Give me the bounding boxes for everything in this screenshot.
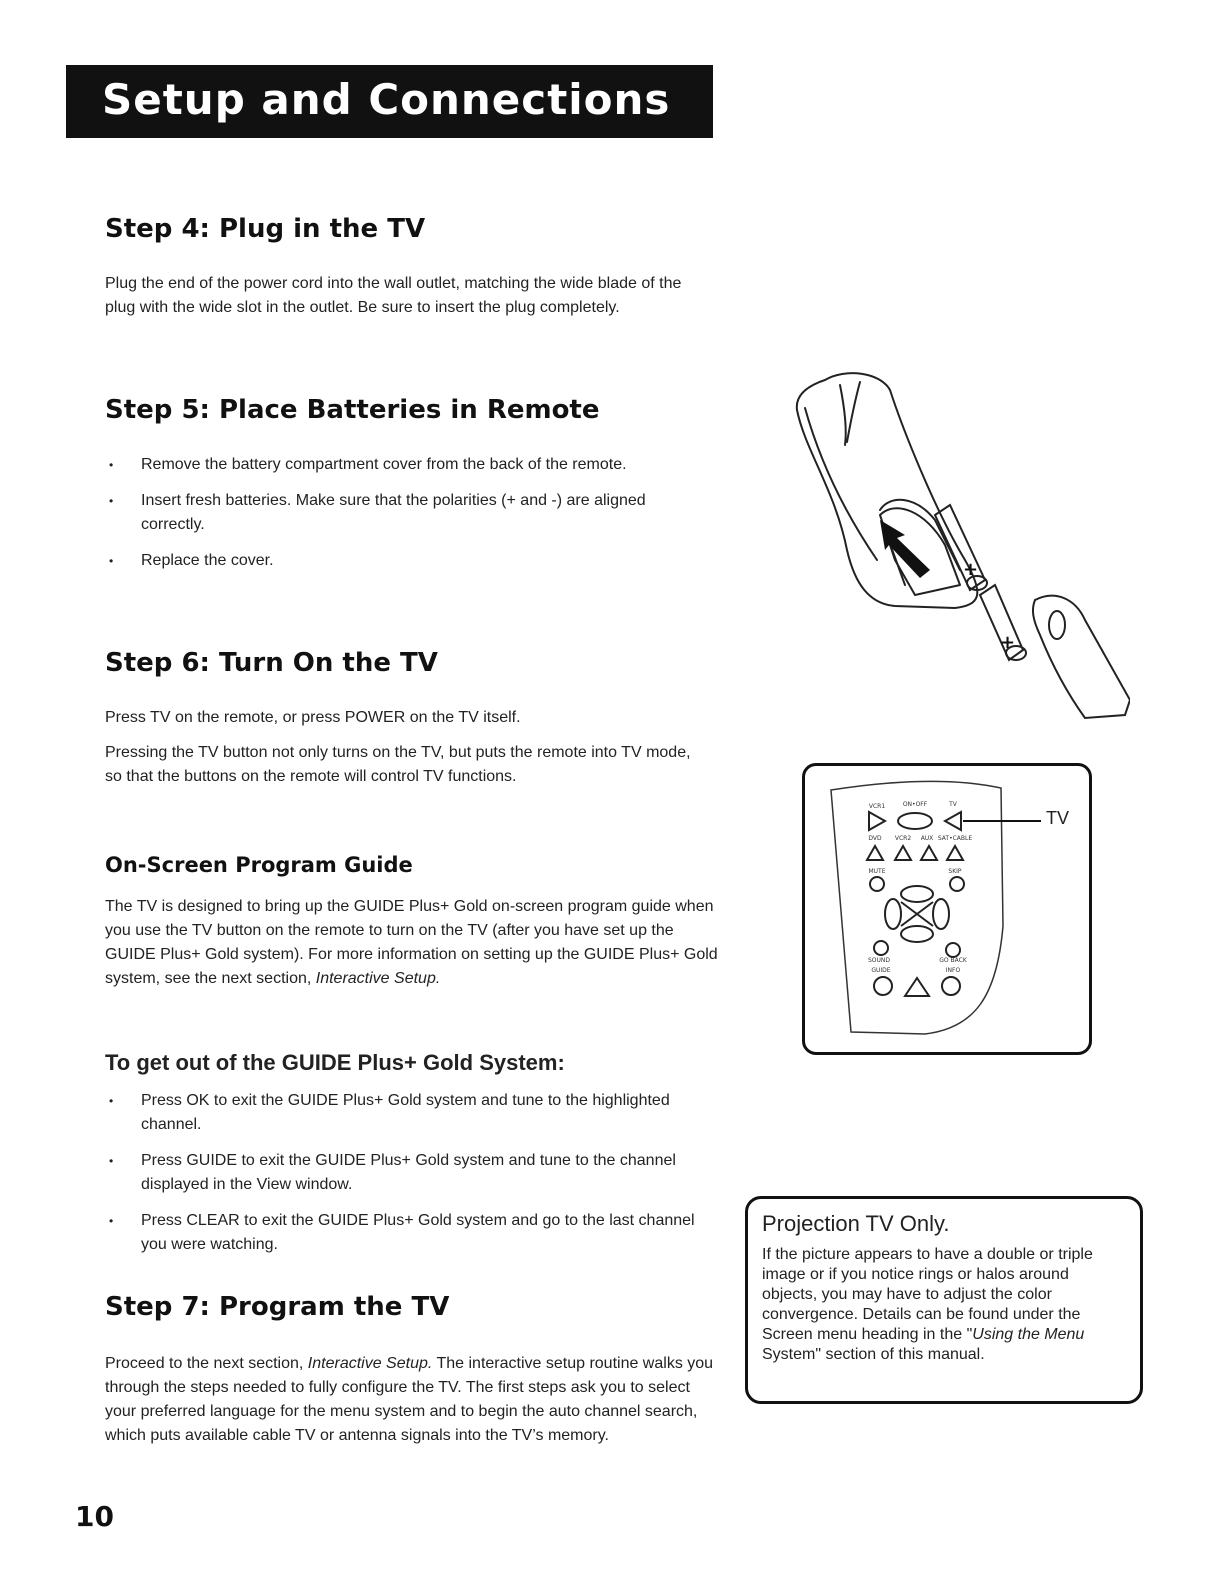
note-title: Projection TV Only. [762,1211,950,1236]
step4-body: Plug the end of the power cord into the wall outlet, matching the wide blade of the plug with the wide slot in the outlet. Be sure to insert the plug completely. [105,275,682,316]
note-body-pre: If the picture appears to have a double or triple image or if you notice rings or halos around objects, you may have to adjust the color convergence. Details can be found under the Screen menu heading in the " [762,1246,1093,1343]
tv-button-icon [945,812,961,830]
skip-button-icon [950,877,964,891]
battery-compartment-opening [880,508,960,595]
sound-button-icon [874,941,888,955]
dvd-button-icon [867,846,883,860]
mute-label: MUTE [868,868,886,875]
step4-heading: Step 4: Plug in the TV [105,214,426,244]
vcr1-button-icon [869,812,885,830]
step5-list [105,453,685,585]
channel-down-button-icon [901,926,933,942]
vcr2-button-icon [895,846,911,860]
guide-button-icon [874,977,892,995]
info-button-icon [942,977,960,995]
list-item: • Replace the cover. [105,549,685,573]
note-body-ref: Using the Menu [972,1326,1085,1343]
list-item: • Press CLEAR to exit the GUIDE Plus+ Gold system and go to the last channel you were watching. [105,1209,705,1257]
step7-body-ref: Interactive Setup. [307,1355,433,1372]
step6-para1: Press TV on the remote, or press POWER on the TV itself. [105,709,521,726]
guide-label: GUIDE [871,967,891,974]
mute-button-icon [870,877,884,891]
list-item: • Insert fresh batteries. Make sure that the polarities (+ and -) are aligned correctly. [105,489,685,537]
remote-back-outline [797,373,978,608]
page-number: 10 [75,1500,114,1533]
step5-heading: Step 5: Place Batteries in Remote [105,395,600,425]
aux-button-icon [921,846,937,860]
note-body-post: System" section of this manual. [762,1346,985,1363]
go-back-button-icon [946,943,960,957]
sound-label: SOUND [867,957,891,964]
aux-label: AUX [920,835,934,842]
step7-body-pre: Proceed to the next section, [105,1355,308,1372]
remote-battery-illustration [785,370,1130,720]
list-item: • Press OK to exit the GUIDE Plus+ Gold system and tune to the highlighted channel. [105,1089,705,1137]
ok-button-icon [905,978,929,996]
step7-body-post: The interactive setup routine walks you through the steps needed to fully configure the TV. The first steps ask you to select your preferred language for the menu system and to begin the auto channel search, which puts available cable TV or antenna signals into the TV’s memory. [105,1355,714,1444]
vcr2-label: VCR2 [894,835,912,842]
page-title: Setup and Connections [102,75,671,124]
insert-arrow-icon [880,520,930,578]
guide-body-text: The TV is designed to bring up the GUIDE Plus+ Gold on-screen program guide when you use the TV button on the remote to turn on the TV (after you have set up the GUIDE Plus+ Gold system). For more information on setting up the GUIDE Plus+ Gold system, see the next section, [105,898,718,987]
note-body [762,1245,1126,1365]
remote-top-panel [802,763,1092,1055]
projection-tv-note [745,1196,1143,1404]
step7-heading: Step 7: Program the TV [105,1292,450,1322]
list-item: • Press GUIDE to exit the GUIDE Plus+ Gold system and tune to the channel displayed in the View window. [105,1149,705,1197]
dvd-label: DVD [868,835,882,842]
guide-heading: On-Screen Program Guide [105,853,413,877]
list-item: • Remove the battery compartment cover from the back of the remote. [105,453,685,477]
step7-body [105,1352,720,1448]
plus-symbol: + [1000,632,1016,653]
info-label: INFO [945,967,961,974]
header-bar [66,65,713,138]
volume-left-button-icon [885,899,901,929]
step6-para2: Pressing the TV button not only turns on the TV, but puts the remote into TV mode, so that the buttons on the remote will control TV functions. [105,744,691,785]
battery-cover [1033,596,1130,718]
exit-guide-list [105,1089,705,1269]
vcr1-label: VCR1 [868,803,886,810]
tv-label: TV [949,801,957,808]
on-off-button-icon [898,813,932,829]
exit-guide-heading: To get out of the GUIDE Plus+ Gold System: [105,1050,565,1075]
on-off-label: ON•OFF [902,801,928,808]
guide-body [105,895,720,991]
go-back-label: GO BACK [939,957,967,964]
sat-cable-button-icon [947,846,963,860]
skip-label: SKIP [948,868,962,875]
volume-right-button-icon [933,899,949,929]
sat-cable-label: SAT•CABLE [937,835,973,842]
plus-symbol: + [963,559,979,580]
channel-up-button-icon [901,886,933,902]
step6-heading: Step 6: Turn On the TV [105,648,438,678]
tv-callout-label: TV [1046,808,1070,828]
guide-body-ref: Interactive Setup. [315,970,441,987]
